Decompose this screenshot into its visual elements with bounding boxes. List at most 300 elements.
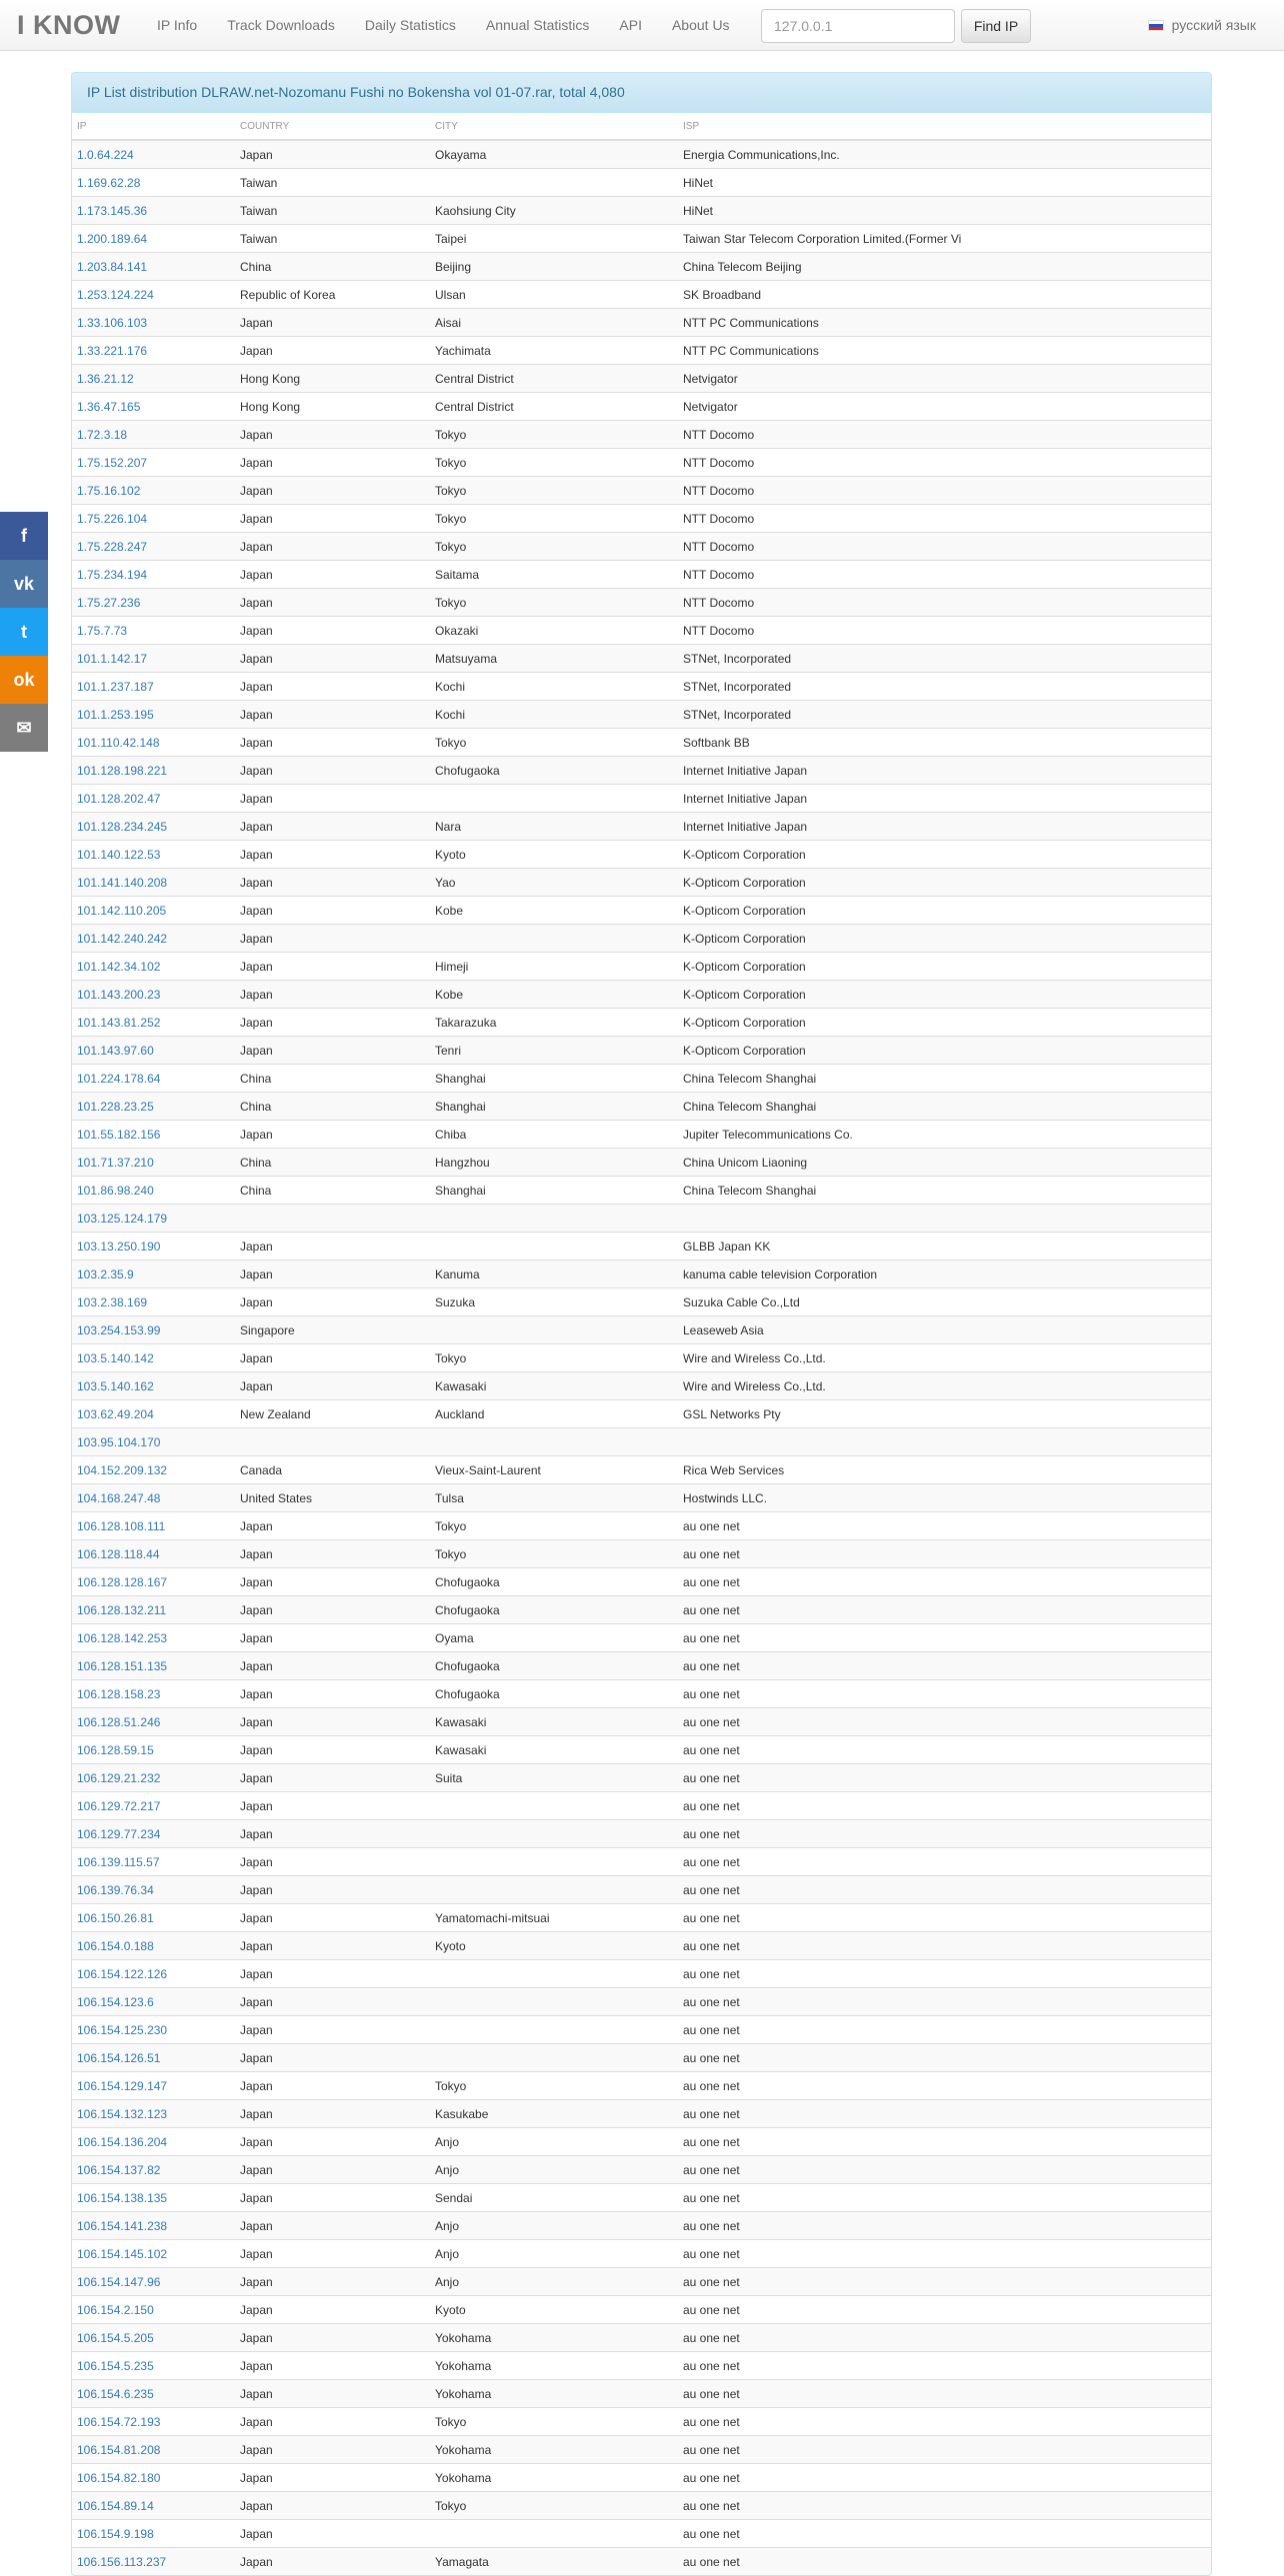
cell-ip[interactable]: 106.154.6.235 <box>72 2380 235 2408</box>
column-header-ip: IP <box>72 113 235 140</box>
cell-country: Japan <box>235 2016 430 2044</box>
cell-ip[interactable]: 101.128.234.245 <box>72 813 235 841</box>
cell-city: Shanghai <box>430 1093 678 1121</box>
cell-isp: NTT Docomo <box>678 505 1211 533</box>
cell-ip[interactable]: 106.154.125.230 <box>72 2016 235 2044</box>
cell-ip[interactable]: 1.75.152.207 <box>72 449 235 477</box>
ip-search-input[interactable] <box>761 9 955 43</box>
cell-city: Tulsa <box>430 1484 678 1512</box>
table-row <box>72 2436 1211 2464</box>
cell-country: Japan <box>235 2184 430 2212</box>
cell-ip[interactable]: 106.154.138.135 <box>72 2184 235 2212</box>
share-bar <box>0 512 48 752</box>
table-row <box>72 2380 1211 2408</box>
cell-country: Japan <box>235 813 430 841</box>
cell-ip[interactable]: 106.154.126.51 <box>72 2044 235 2072</box>
cell-ip[interactable]: 1.75.234.194 <box>72 561 235 589</box>
table-row <box>72 2324 1211 2352</box>
table-row <box>72 449 1211 477</box>
cell-city: Anjo <box>430 2128 678 2156</box>
cell-ip[interactable]: 106.154.9.198 <box>72 2520 235 2548</box>
table-row <box>72 1400 1211 1428</box>
cell-isp: au one net <box>678 2212 1211 2240</box>
cell-ip[interactable]: 101.71.37.210 <box>72 1149 235 1177</box>
cell-city <box>430 1205 678 1233</box>
table-row <box>72 2044 1211 2072</box>
cell-country: Republic of Korea <box>235 281 430 309</box>
cell-country: Japan <box>235 140 430 169</box>
cell-ip[interactable]: 106.154.82.180 <box>72 2464 235 2492</box>
cell-city: Yokohama <box>430 2380 678 2408</box>
find-ip-button[interactable]: Find IP <box>961 9 1031 43</box>
cell-isp: au one net <box>678 2072 1211 2100</box>
cell-ip[interactable]: 106.154.137.82 <box>72 2156 235 2184</box>
table-row <box>72 2408 1211 2436</box>
table-row <box>72 1652 1211 1680</box>
cell-country: Japan <box>235 2520 430 2548</box>
cell-city: Tokyo <box>430 477 678 505</box>
cell-ip[interactable]: 1.36.47.165 <box>72 393 235 421</box>
table-row <box>72 477 1211 505</box>
cell-country: China <box>235 1177 430 1205</box>
cell-ip[interactable]: 106.154.147.96 <box>72 2268 235 2296</box>
cell-isp: China Telecom Shanghai <box>678 1177 1211 1205</box>
table-row <box>72 645 1211 673</box>
cell-city: Tokyo <box>430 2408 678 2436</box>
cell-isp: au one net <box>678 2352 1211 2380</box>
cell-ip[interactable]: 106.128.128.167 <box>72 1568 235 1596</box>
cell-isp: au one net <box>678 2548 1211 2576</box>
cell-country: Japan <box>235 1820 430 1848</box>
ip-list-panel <box>71 72 1212 2576</box>
cell-ip[interactable]: 106.128.118.44 <box>72 1540 235 1568</box>
table-row <box>72 1792 1211 1820</box>
table-row <box>72 1932 1211 1960</box>
cell-ip[interactable]: 1.33.221.176 <box>72 337 235 365</box>
cell-city: Okazaki <box>430 617 678 645</box>
cell-isp: au one net <box>678 1764 1211 1792</box>
nav-annual-statistics[interactable]: Annual Statistics <box>485 17 590 33</box>
cell-country: Japan <box>235 1848 430 1876</box>
column-header-country: COUNTRY <box>235 113 430 140</box>
cell-ip[interactable]: 101.110.42.148 <box>72 729 235 757</box>
table-row <box>72 925 1211 953</box>
cell-city: Saitama <box>430 561 678 589</box>
cell-ip[interactable]: 106.128.158.23 <box>72 1680 235 1708</box>
cell-ip[interactable]: 1.173.145.36 <box>72 197 235 225</box>
cell-country: Japan <box>235 2128 430 2156</box>
cell-ip[interactable]: 103.5.140.142 <box>72 1344 235 1372</box>
cell-ip[interactable]: 106.154.89.14 <box>72 2492 235 2520</box>
cell-isp: NTT Docomo <box>678 533 1211 561</box>
table-row <box>72 533 1211 561</box>
cell-ip[interactable]: 1.33.106.103 <box>72 309 235 337</box>
cell-ip[interactable]: 101.55.182.156 <box>72 1121 235 1149</box>
table-row <box>72 2156 1211 2184</box>
cell-city <box>430 785 678 813</box>
cell-city <box>430 1848 678 1876</box>
cell-country: Japan <box>235 953 430 981</box>
cell-ip[interactable]: 106.156.113.237 <box>72 2548 235 2576</box>
language-label: русский язык <box>1171 17 1256 33</box>
cell-city: Kyoto <box>430 2296 678 2324</box>
cell-ip[interactable]: 1.75.226.104 <box>72 505 235 533</box>
cell-ip[interactable]: 106.154.72.193 <box>72 2408 235 2436</box>
cell-ip[interactable]: 103.125.124.179 <box>72 1205 235 1233</box>
cell-city: Anjo <box>430 2212 678 2240</box>
main-nav <box>142 0 745 51</box>
cell-isp: Netvigator <box>678 393 1211 421</box>
table-row <box>72 589 1211 617</box>
cell-ip[interactable]: 101.128.198.221 <box>72 757 235 785</box>
cell-isp: au one net <box>678 1680 1211 1708</box>
cell-country: Japan <box>235 1932 430 1960</box>
table-row <box>72 1988 1211 2016</box>
cell-ip[interactable]: 106.139.115.57 <box>72 1848 235 1876</box>
nav-about-us[interactable]: About Us <box>671 17 730 33</box>
cell-ip[interactable]: 1.72.3.18 <box>72 421 235 449</box>
cell-isp: STNet, Incorporated <box>678 673 1211 701</box>
cell-country: Japan <box>235 1512 430 1540</box>
cell-isp: au one net <box>678 1708 1211 1736</box>
cell-ip[interactable]: 101.143.97.60 <box>72 1037 235 1065</box>
cell-ip[interactable]: 1.203.84.141 <box>72 253 235 281</box>
cell-country: Japan <box>235 421 430 449</box>
table-row <box>72 1484 1211 1512</box>
cell-country: Japan <box>235 1960 430 1988</box>
cell-isp: au one net <box>678 1792 1211 1820</box>
table-row <box>72 2016 1211 2044</box>
table-row <box>72 2352 1211 2380</box>
table-row <box>72 1736 1211 1764</box>
cell-isp: NTT PC Communications <box>678 309 1211 337</box>
cell-isp: au one net <box>678 2100 1211 2128</box>
cell-isp: au one net <box>678 1904 1211 1932</box>
cell-isp: au one net <box>678 1876 1211 1904</box>
cell-isp: GLBB Japan KK <box>678 1233 1211 1261</box>
cell-ip[interactable]: 106.154.123.6 <box>72 1988 235 2016</box>
cell-isp: au one net <box>678 2324 1211 2352</box>
cell-isp: GSL Networks Pty <box>678 1400 1211 1428</box>
cell-isp: au one net <box>678 1624 1211 1652</box>
cell-country: Japan <box>235 1596 430 1624</box>
table-row <box>72 1288 1211 1316</box>
cell-city: Chofugaoka <box>430 1652 678 1680</box>
cell-ip[interactable]: 106.154.132.123 <box>72 2100 235 2128</box>
table-row <box>72 1149 1211 1177</box>
cell-ip[interactable]: 106.128.142.253 <box>72 1624 235 1652</box>
cell-ip[interactable]: 103.2.38.169 <box>72 1288 235 1316</box>
table-row <box>72 1540 1211 1568</box>
cell-country: Japan <box>235 477 430 505</box>
cell-ip[interactable]: 1.75.7.73 <box>72 617 235 645</box>
cell-country: Japan <box>235 869 430 897</box>
cell-ip[interactable]: 106.154.122.126 <box>72 1960 235 1988</box>
table-row <box>72 2492 1211 2520</box>
cell-city <box>430 1960 678 1988</box>
cell-country: China <box>235 1149 430 1177</box>
cell-isp: au one net <box>678 1960 1211 1988</box>
cell-country: Japan <box>235 1568 430 1596</box>
cell-country: Japan <box>235 1792 430 1820</box>
cell-city <box>430 1316 678 1344</box>
table-row <box>72 2212 1211 2240</box>
cell-city: Tokyo <box>430 1540 678 1568</box>
cell-ip[interactable]: 101.1.253.195 <box>72 701 235 729</box>
cell-isp: au one net <box>678 2380 1211 2408</box>
cell-country: Japan <box>235 2268 430 2296</box>
email-icon[interactable]: ✉ <box>0 704 48 752</box>
navbar <box>0 0 1284 51</box>
cell-ip[interactable]: 101.1.237.187 <box>72 673 235 701</box>
table-row <box>72 2548 1211 2576</box>
cell-ip[interactable]: 106.150.26.81 <box>72 1904 235 1932</box>
cell-ip[interactable]: 106.154.136.204 <box>72 2128 235 2156</box>
table-row <box>72 1121 1211 1149</box>
table-body <box>72 140 1211 2575</box>
cell-ip[interactable]: 101.142.110.205 <box>72 897 235 925</box>
cell-ip[interactable]: 106.154.5.205 <box>72 2324 235 2352</box>
table-row <box>72 1624 1211 1652</box>
table-row <box>72 505 1211 533</box>
cell-ip[interactable]: 106.128.151.135 <box>72 1652 235 1680</box>
cell-ip[interactable]: 1.75.16.102 <box>72 477 235 505</box>
cell-isp: au one net <box>678 1540 1211 1568</box>
table-row <box>72 841 1211 869</box>
table-row <box>72 1093 1211 1121</box>
cell-ip[interactable]: 101.140.122.53 <box>72 841 235 869</box>
cell-country: Japan <box>235 1708 430 1736</box>
cell-country: Japan <box>235 309 430 337</box>
cell-ip[interactable]: 103.95.104.170 <box>72 1428 235 1456</box>
cell-ip[interactable]: 101.142.34.102 <box>72 953 235 981</box>
cell-isp: Jupiter Telecommunications Co. <box>678 1121 1211 1149</box>
cell-ip[interactable]: 104.168.247.48 <box>72 1484 235 1512</box>
cell-ip[interactable]: 101.128.202.47 <box>72 785 235 813</box>
cell-isp: au one net <box>678 1820 1211 1848</box>
cell-city <box>430 2520 678 2548</box>
nav-daily-statistics[interactable]: Daily Statistics <box>364 17 456 33</box>
table-row <box>72 1037 1211 1065</box>
cell-country: Hong Kong <box>235 393 430 421</box>
odnoklassniki-icon[interactable]: ok <box>0 656 48 704</box>
cell-country: Japan <box>235 337 430 365</box>
cell-city: Chofugaoka <box>430 1680 678 1708</box>
table-row <box>72 1568 1211 1596</box>
cell-ip[interactable]: 106.139.76.34 <box>72 1876 235 1904</box>
cell-isp: HiNet <box>678 197 1211 225</box>
cell-ip[interactable]: 1.0.64.224 <box>72 140 235 169</box>
panel-title: IP List distribution DLRAW.net-Nozomanu Fushi no Bokensha vol 01-07.rar, total 4,080 <box>72 73 1211 113</box>
cell-ip[interactable]: 1.169.62.28 <box>72 169 235 197</box>
cell-city <box>430 169 678 197</box>
cell-ip[interactable]: 1.75.27.236 <box>72 589 235 617</box>
table-row <box>72 953 1211 981</box>
cell-ip[interactable]: 101.228.23.25 <box>72 1093 235 1121</box>
table-row <box>72 757 1211 785</box>
nav-ip-info[interactable]: IP Info <box>157 17 198 33</box>
cell-ip[interactable]: 106.129.77.234 <box>72 1820 235 1848</box>
table-row <box>72 561 1211 589</box>
cell-isp: Wire and Wireless Co.,Ltd. <box>678 1372 1211 1400</box>
cell-ip[interactable]: 1.200.189.64 <box>72 225 235 253</box>
cell-isp: Wire and Wireless Co.,Ltd. <box>678 1344 1211 1372</box>
cell-city: Tokyo <box>430 729 678 757</box>
cell-ip[interactable]: 106.128.132.211 <box>72 1596 235 1624</box>
cell-city: Chofugaoka <box>430 757 678 785</box>
cell-isp: au one net <box>678 1652 1211 1680</box>
cell-country: Japan <box>235 1344 430 1372</box>
cell-city: Suita <box>430 1764 678 1792</box>
cell-ip[interactable]: 106.154.141.238 <box>72 2212 235 2240</box>
cell-ip[interactable]: 106.129.21.232 <box>72 1764 235 1792</box>
cell-ip[interactable]: 103.13.250.190 <box>72 1233 235 1261</box>
table-header-row <box>72 113 1211 140</box>
twitter-icon[interactable]: t <box>0 608 48 656</box>
cell-country: Hong Kong <box>235 365 430 393</box>
cell-ip[interactable]: 106.154.2.150 <box>72 2296 235 2324</box>
cell-ip[interactable]: 106.128.59.15 <box>72 1736 235 1764</box>
cell-ip[interactable]: 101.86.98.240 <box>72 1177 235 1205</box>
table-row <box>72 140 1211 169</box>
cell-country: Japan <box>235 1876 430 1904</box>
cell-ip[interactable]: 101.143.200.23 <box>72 981 235 1009</box>
cell-isp: au one net <box>678 2408 1211 2436</box>
cell-country: Japan <box>235 505 430 533</box>
table-row <box>72 225 1211 253</box>
cell-ip[interactable]: 106.154.0.188 <box>72 1932 235 1960</box>
cell-ip[interactable]: 1.36.21.12 <box>72 365 235 393</box>
cell-city: Tokyo <box>430 421 678 449</box>
cell-isp: au one net <box>678 2184 1211 2212</box>
cell-city: Shanghai <box>430 1065 678 1093</box>
cell-isp: au one net <box>678 2240 1211 2268</box>
cell-city: Himeji <box>430 953 678 981</box>
cell-isp: HiNet <box>678 169 1211 197</box>
cell-ip[interactable]: 103.5.140.162 <box>72 1372 235 1400</box>
cell-ip[interactable]: 106.154.81.208 <box>72 2436 235 2464</box>
cell-isp: NTT Docomo <box>678 589 1211 617</box>
cell-country: Japan <box>235 1288 430 1316</box>
table-row <box>72 1512 1211 1540</box>
cell-ip[interactable]: 1.75.228.247 <box>72 533 235 561</box>
cell-isp: K-Opticom Corporation <box>678 1037 1211 1065</box>
cell-city <box>430 1820 678 1848</box>
cell-ip[interactable]: 106.128.108.111 <box>72 1512 235 1540</box>
cell-ip[interactable]: 101.1.142.17 <box>72 645 235 673</box>
cell-isp: K-Opticom Corporation <box>678 869 1211 897</box>
cell-ip[interactable]: 101.143.81.252 <box>72 1009 235 1037</box>
cell-city: Chofugaoka <box>430 1568 678 1596</box>
cell-country: Japan <box>235 897 430 925</box>
facebook-icon[interactable]: f <box>0 512 48 560</box>
table-row <box>72 2240 1211 2268</box>
cell-isp: K-Opticom Corporation <box>678 925 1211 953</box>
cell-isp <box>678 1428 1211 1456</box>
cell-city: Yokohama <box>430 2436 678 2464</box>
cell-ip[interactable]: 101.142.240.242 <box>72 925 235 953</box>
cell-city: Yokohama <box>430 2352 678 2380</box>
cell-city <box>430 1428 678 1456</box>
cell-isp: K-Opticom Corporation <box>678 897 1211 925</box>
cell-isp: au one net <box>678 2296 1211 2324</box>
cell-ip[interactable]: 104.152.209.132 <box>72 1456 235 1484</box>
cell-city: Tokyo <box>430 1344 678 1372</box>
cell-ip[interactable]: 101.141.140.208 <box>72 869 235 897</box>
cell-isp: NTT Docomo <box>678 617 1211 645</box>
cell-country: Japan <box>235 2100 430 2128</box>
cell-ip[interactable]: 106.128.51.246 <box>72 1708 235 1736</box>
cell-isp: NTT PC Communications <box>678 337 1211 365</box>
cell-isp: Internet Initiative Japan <box>678 757 1211 785</box>
cell-city: Kobe <box>430 897 678 925</box>
table-row <box>72 813 1211 841</box>
table-row <box>72 1960 1211 1988</box>
cell-country: Japan <box>235 701 430 729</box>
nav-track-downloads[interactable]: Track Downloads <box>227 17 335 33</box>
cell-country: Japan <box>235 785 430 813</box>
cell-country: Japan <box>235 1988 430 2016</box>
cell-city: Nara <box>430 813 678 841</box>
cell-country: Japan <box>235 1009 430 1037</box>
cell-isp: kanuma cable television Corporation <box>678 1261 1211 1288</box>
table-row <box>72 1708 1211 1736</box>
cell-ip[interactable]: 106.129.72.217 <box>72 1792 235 1820</box>
cell-isp: China Telecom Beijing <box>678 253 1211 281</box>
cell-country: Japan <box>235 2240 430 2268</box>
cell-country: Japan <box>235 925 430 953</box>
table-row <box>72 1680 1211 1708</box>
cell-city: Yamagata <box>430 2548 678 2576</box>
table-row <box>72 1876 1211 1904</box>
cell-ip[interactable]: 103.254.153.99 <box>72 1316 235 1344</box>
cell-ip[interactable]: 106.154.5.235 <box>72 2352 235 2380</box>
cell-isp: K-Opticom Corporation <box>678 953 1211 981</box>
table-row <box>72 393 1211 421</box>
cell-city <box>430 1792 678 1820</box>
table-row <box>72 729 1211 757</box>
cell-isp: STNet, Incorporated <box>678 645 1211 673</box>
table-row <box>72 1009 1211 1037</box>
cell-ip[interactable]: 1.253.124.224 <box>72 281 235 309</box>
language-switch[interactable] <box>1148 0 1256 51</box>
cell-city: Beijing <box>430 253 678 281</box>
cell-isp: au one net <box>678 2520 1211 2548</box>
cell-ip[interactable]: 101.224.178.64 <box>72 1065 235 1093</box>
cell-city <box>430 1233 678 1261</box>
cell-ip[interactable]: 103.62.49.204 <box>72 1400 235 1428</box>
cell-city <box>430 2044 678 2072</box>
brand-logo[interactable]: I KNOW <box>17 10 121 40</box>
cell-country: Japan <box>235 2548 430 2576</box>
cell-country: Japan <box>235 2212 430 2240</box>
cell-ip[interactable]: 106.154.129.147 <box>72 2072 235 2100</box>
table-row <box>72 1065 1211 1093</box>
vk-icon[interactable]: vk <box>0 560 48 608</box>
cell-isp: K-Opticom Corporation <box>678 1009 1211 1037</box>
cell-city: Tokyo <box>430 589 678 617</box>
cell-ip[interactable]: 103.2.35.9 <box>72 1261 235 1288</box>
table-row <box>72 281 1211 309</box>
cell-isp: au one net <box>678 1596 1211 1624</box>
cell-isp: NTT Docomo <box>678 561 1211 589</box>
cell-ip[interactable]: 106.154.145.102 <box>72 2240 235 2268</box>
cell-country: Japan <box>235 645 430 673</box>
nav-api[interactable]: API <box>619 17 642 33</box>
cell-isp <box>678 1205 1211 1233</box>
cell-city: Kawasaki <box>430 1708 678 1736</box>
table-row <box>72 253 1211 281</box>
